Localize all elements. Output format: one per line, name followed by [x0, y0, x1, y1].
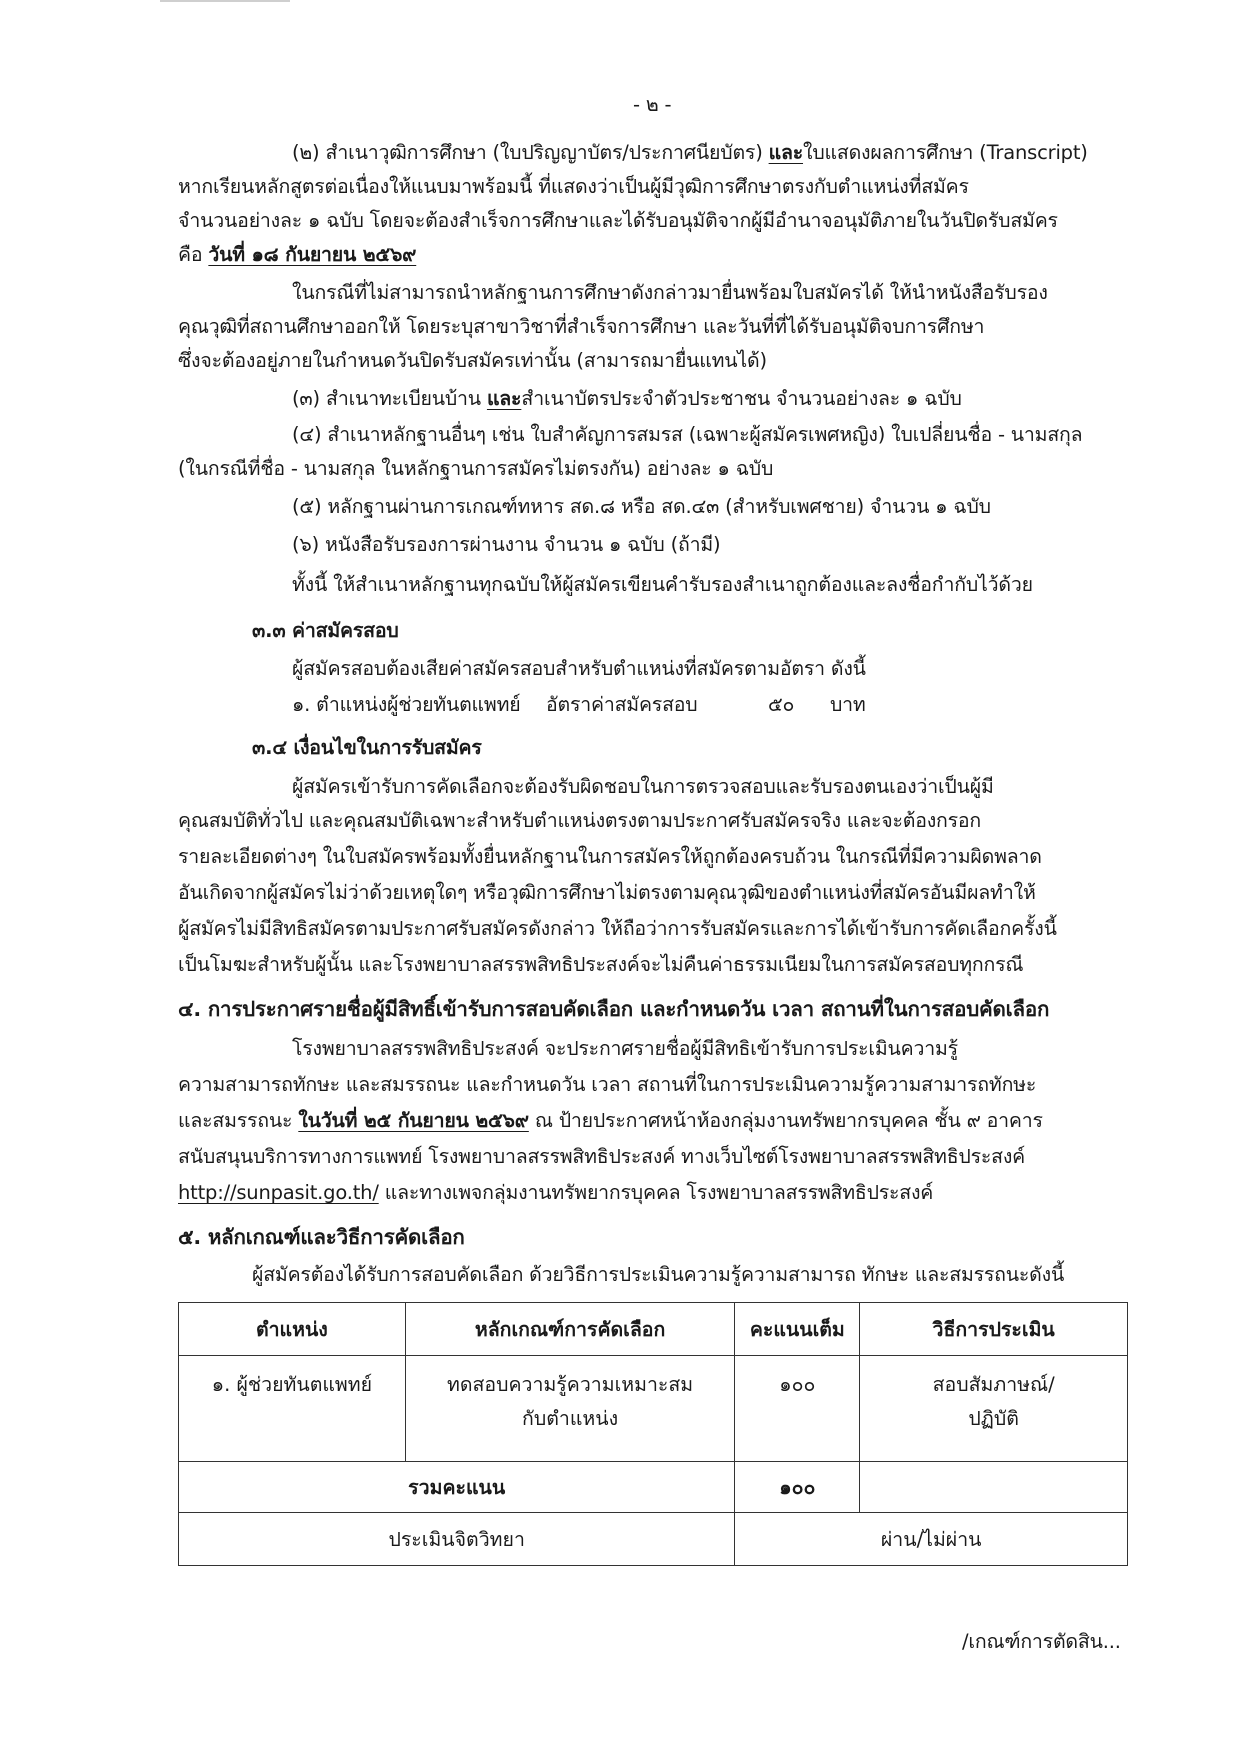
sec4-line-3 [178, 1106, 1043, 1136]
sec34-title: ๓.๔ เงื่อนไขในการรับสมัคร [252, 736, 482, 759]
sec33-title: ๓.๓ ค่าสมัครสอบ [252, 619, 399, 642]
scan-artifact [160, 0, 290, 2]
text: ณ ป้ายประกาศหน้าห้องกลุ่มงานทรัพยากรบุคคล ชั้น ๙ อาคาร [528, 1109, 1043, 1132]
sec5-title: ๕. หลักเกณฑ์และวิธีการคัดเลือก [178, 1225, 465, 1249]
sec4-line-2: ความสามารถทักษะ และสมรรถนะ และกำหนดวัน เวลา สถานที่ในการประเมินความรู้ความสามารถทักษะ [178, 1073, 1037, 1096]
page-number: - ๒ - [633, 93, 672, 116]
sec32-line-13: ทั้งนี้ ให้สำเนาหลักฐานทุกฉบับให้ผู้สมัครเขียนคำรับรองสำเนาถูกต้องและลงชื่อกำกับไว้ด้วย [292, 573, 1033, 596]
text: คือ [178, 243, 209, 266]
sec32-line-10: (ในกรณีที่ชื่อ - นามสกุล ในหลักฐานการสมัครไม่ตรงกัน) อย่างละ ๑ ฉบับ [178, 457, 774, 480]
sec32-line-5: ในกรณีที่ไม่สามารถนำหลักฐานการศึกษาดังกล่าวมายื่นพร้อมใบสมัครได้ ให้นำหนังสือรับรอง [292, 281, 1048, 304]
header-method: วิธีการประเมิน [860, 1303, 1128, 1356]
sec32-line-1 [292, 138, 1088, 168]
sec34-line-2: คุณสมบัติทั่วไป และคุณสมบัติเฉพาะสำหรับตำแหน่งตรงตามประกาศรับสมัครจริง และจะต้องกรอก [178, 809, 982, 832]
sec32-line-6: คุณวุฒิที่สถานศึกษาออกให้ โดยระบุสาขาวิชาที่สำเร็จการศึกษา และวันที่ที่ได้รับอนุมัติจบการศึกษา [178, 315, 985, 338]
fee-label: อัตราค่าสมัครสอบ [546, 693, 698, 716]
text: และทางเพจกลุ่มงานทรัพยากรบุคคล โรงพยาบาลสรรพสิทธิประสงค์ [378, 1181, 934, 1204]
text: สำเนาบัตรประจำตัวประชาชน จำนวนอย่างละ ๑ ฉบับ [521, 387, 962, 410]
cell-position [179, 1356, 406, 1462]
criteria-line-1: ทดสอบความรู้ความเหมาะสม [447, 1373, 694, 1396]
text: และสมรรถนะ [178, 1109, 299, 1132]
cell-method [860, 1356, 1128, 1462]
table-total-row [179, 1462, 1128, 1513]
empty-cell [860, 1462, 1128, 1513]
score-text: ๑๐๐ [779, 1373, 816, 1396]
sec34-line-4: อันเกิดจากผู้สมัครไม่ว่าด้วยเหตุใดๆ หรือวุฒิการศึกษาไม่ตรงตามคุณวุฒิของตำแหน่งที่สมัครอันมีผลทำให้ [178, 881, 1036, 904]
header-full-score: คะแนนเต็ม [735, 1303, 860, 1356]
method-line-1: สอบสัมภาษณ์/ [932, 1373, 1055, 1396]
emphasis-and: และ [768, 141, 804, 164]
sec32-line-9: (๔) สำเนาหลักฐานอื่นๆ เช่น ใบสำคัญการสมรส (เฉพาะผู้สมัครเพศหญิง) ใบเปลี่ยนชื่อ - นามสกุล [292, 423, 1083, 446]
sec34-line-5: ผู้สมัครไม่มีสิทธิสมัครตามประกาศรับสมัครดังกล่าว ให้ถือว่าการรับสมัครและการได้เข้ารับการคัดเลือกครั้งนี้ [178, 917, 1057, 940]
table-header-row [179, 1303, 1128, 1356]
sec32-line-12: (๖) หนังสือรับรองการผ่านงาน จำนวน ๑ ฉบับ (ถ้ามี) [292, 533, 721, 556]
text: ใบแสดงผลการศึกษา (Transcript) [803, 141, 1088, 164]
method-line-2: ปฏิบัติ [968, 1407, 1019, 1430]
criteria-line-2: กับตำแหน่ง [522, 1407, 619, 1430]
header-position: ตำแหน่ง [179, 1303, 406, 1356]
sec4-line-4: สนับสนุนบริการทางการแพทย์ โรงพยาบาลสรรพสิทธิประสงค์ ทางเว็บไซต์โรงพยาบาลสรรพสิทธิประสงค์ [178, 1145, 1025, 1168]
table-psych-row [179, 1513, 1128, 1566]
position-text: ๑. ผู้ช่วยทันตแพทย์ [211, 1373, 373, 1396]
fee-amount: ๕๐ [768, 693, 795, 716]
header-criteria: หลักเกณฑ์การคัดเลือก [405, 1303, 735, 1356]
sec5-line-1: ผู้สมัครต้องได้รับการสอบคัดเลือก ด้วยวิธีการประเมินความรู้ความสามารถ ทักษะ และสมรรถนะดังนี้ [252, 1263, 1065, 1286]
total-label: รวมคะแนน [179, 1462, 735, 1513]
sec34-line-6: เป็นโมฆะสำหรับผู้นั้น และโรงพยาบาลสรรพสิทธิประสงค์จะไม่คืนค่าธรรมเนียมในการสมัครสอบทุกกรณี [178, 953, 1024, 976]
sec34-line-3: รายละเอียดต่างๆ ในใบสมัครพร้อมทั้งยื่นหลักฐานในการสมัครให้ถูกต้องครบถ้วน ในกรณีที่มีความผิดพลาด [178, 845, 1042, 868]
cell-criteria [405, 1356, 735, 1462]
website-link[interactable]: http://sunpasit.go.th/ [178, 1181, 379, 1204]
psych-label: ประเมินจิตวิทยา [179, 1513, 735, 1566]
selection-criteria-table [178, 1302, 1128, 1566]
sec34-line-1: ผู้สมัครเข้ารับการคัดเลือกจะต้องรับผิดชอบในการตรวจสอบและรับรองตนเองว่าเป็นผู้มี [292, 775, 994, 798]
table-row [179, 1356, 1128, 1462]
sec32-line-2: หากเรียนหลักสูตรต่อเนื่องให้แนบมาพร้อมนี้ ที่แสดงว่าเป็นผู้มีวุฒิการศึกษาตรงกับตำแหน่งที่สมัคร [178, 175, 969, 198]
sec32-line-11: (๕) หลักฐานผ่านการเกณฑ์ทหาร สด.๘ หรือ สด.๔๓ (สำหรับเพศชาย) จำนวน ๑ ฉบับ [292, 495, 991, 518]
announce-date: ในวันที่ ๒๕ กันยายน ๒๕๖๙ [298, 1109, 529, 1132]
text: (๒) สำเนาวุฒิการศึกษา (ใบปริญญาบัตร/ประกาศนียบัตร) [292, 141, 769, 164]
sec33-line-1: ผู้สมัครสอบต้องเสียค่าสมัครสอบสำหรับตำแหน่งที่สมัครตามอัตรา ดังนี้ [292, 657, 866, 680]
fee-unit: บาท [830, 693, 866, 716]
deadline-date: วันที่ ๑๘ กันยายน ๒๕๖๙ [208, 243, 417, 266]
sec32-line-7: ซึ่งจะต้องอยู่ภายในกำหนดวันปิดรับสมัครเท่านั้น (สามารถมายื่นแทนได้) [178, 349, 767, 372]
psych-result: ผ่าน/ไม่ผ่าน [735, 1513, 1128, 1566]
sec4-title: ๔. การประกาศรายชื่อผู้มีสิทธิ์เข้ารับการสอบคัดเลือก และกำหนดวัน เวลา สถานที่ในการสอบคัดเลือก [178, 997, 1050, 1021]
text: (๓) สำเนาทะเบียนบ้าน [292, 387, 487, 410]
emphasis-and: และ [486, 387, 522, 410]
sec4-line-5 [178, 1178, 933, 1208]
sec32-line-8 [292, 384, 962, 414]
total-score: ๑๐๐ [735, 1462, 860, 1513]
fee-position: ๑. ตำแหน่งผู้ช่วยทันตแพทย์ [292, 693, 521, 716]
continuation-note: /เกณฑ์การตัดสิน... [962, 1630, 1121, 1653]
cell-score [735, 1356, 860, 1462]
sec32-line-4 [178, 240, 416, 270]
sec4-line-1: โรงพยาบาลสรรพสิทธิประสงค์ จะประกาศรายชื่อผู้มีสิทธิเข้ารับการประเมินความรู้ [292, 1037, 958, 1060]
sec32-line-3: จำนวนอย่างละ ๑ ฉบับ โดยจะต้องสำเร็จการศึกษาและได้รับอนุมัติจากผู้มีอำนาจอนุมัติภายในวันปิดรับสมัคร [178, 209, 1058, 232]
